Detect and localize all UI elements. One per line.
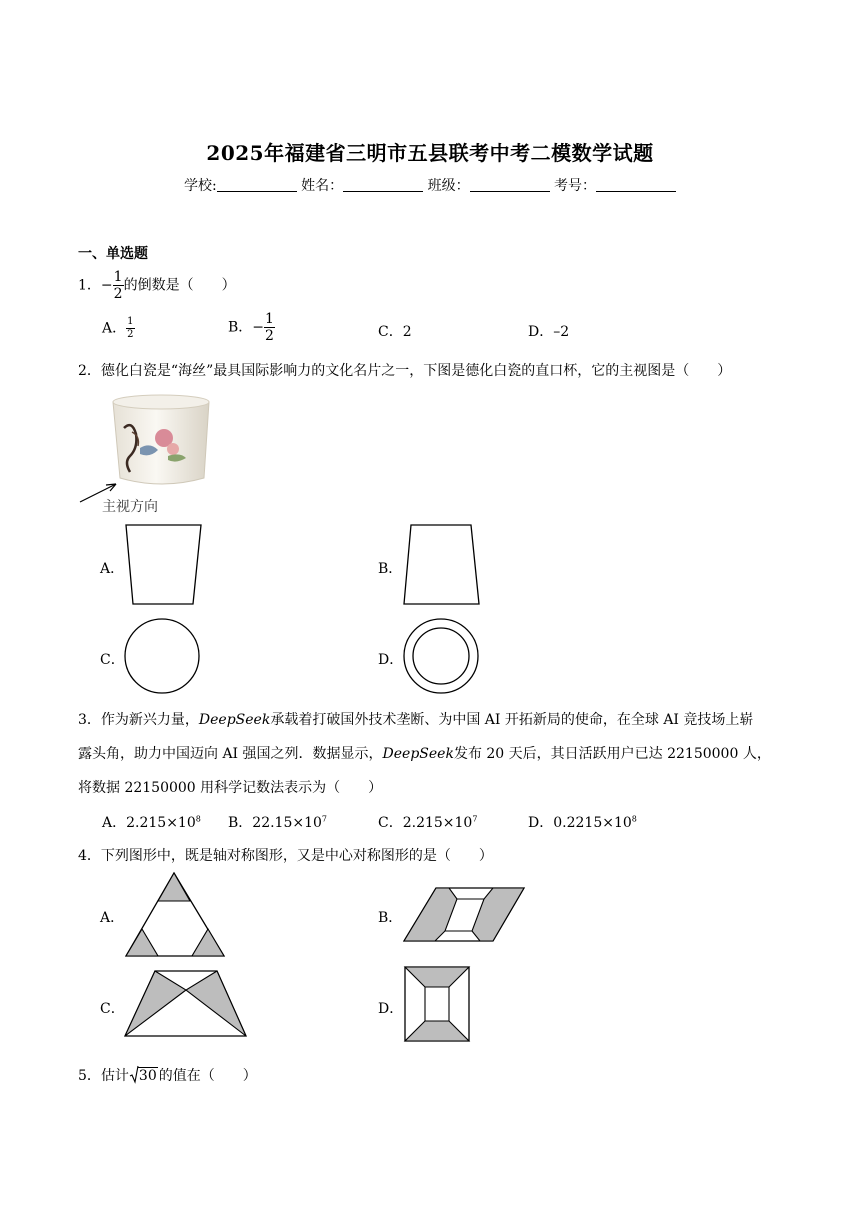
name-label: 姓名：: [301, 178, 344, 194]
fraction: [113, 270, 124, 301]
q1-option-d: D．–2: [528, 324, 570, 340]
student-info-line: [0, 175, 860, 195]
trapezoid-upright-figure: [400, 523, 484, 607]
concentric-circles-figure: [398, 617, 486, 697]
question-3-line-3: 将数据 22150000 用科学记数法表示为（ ）: [78, 780, 383, 796]
parallelogram-figure: [400, 885, 528, 945]
question-text: 5．估计: [78, 1068, 129, 1084]
exam-number-blank: [596, 179, 676, 192]
q4-option-a-label: A．: [100, 910, 125, 926]
question-2: 2．德化白瓷是“海丝”最具国际影响力的文化名片之一，下图是德化白瓷的直口杯，它的主视图是（ ）: [78, 363, 732, 379]
school-blank: [217, 179, 297, 192]
text: 发布 20 天后，其日活跃用户已达 22150000 人，: [453, 746, 771, 762]
option-label: B．: [228, 319, 253, 336]
fraction-denominator: 2: [127, 329, 134, 340]
option-label: B．: [228, 815, 253, 831]
brand-name: DeepSeek: [382, 746, 454, 762]
class-blank: [470, 179, 550, 192]
circle-figure: [122, 617, 206, 697]
text: 承载着打破国外技术垄断、为中国 AI 开拓新局的使命，在全球 AI 竞技场上崭: [270, 712, 754, 728]
class-label: 班级：: [427, 178, 470, 194]
square-shaded-figure: [402, 964, 472, 1044]
question-3-line-2: [78, 743, 771, 763]
q1-option-c: C．2: [378, 324, 412, 340]
brand-name: DeepSeek: [198, 712, 271, 728]
option-base: 22.15×10: [252, 815, 322, 831]
square-root: [129, 1068, 158, 1084]
q3-option-d: [528, 812, 637, 832]
option-base: 0.2215×10: [553, 815, 632, 831]
radicand: 30: [138, 1068, 157, 1084]
q1-option-b: [228, 312, 275, 343]
q4-option-d-label: D．: [378, 1001, 404, 1017]
fraction-denominator: 2: [113, 286, 123, 302]
question-number: 1．: [78, 277, 101, 294]
fraction-numerator: 1: [113, 269, 123, 285]
page-title: 2025年福建省三明市五县联考中考二模数学试题: [206, 141, 654, 165]
q4-option-b-label: B．: [378, 910, 403, 926]
option-label: A．: [102, 320, 127, 337]
q2-option-b-label: B．: [378, 561, 403, 577]
front-view-caption: 主视方向: [102, 499, 158, 515]
option-exponent: 8: [195, 814, 201, 824]
exam-number-label: 考号：: [554, 178, 597, 194]
fraction: [264, 312, 275, 343]
triangle-figure: [122, 870, 228, 960]
option-exponent: 7: [321, 814, 328, 824]
minus-sign: −: [100, 277, 113, 294]
q3-option-c: [378, 812, 477, 832]
q2-option-c-label: C．: [100, 652, 125, 668]
fraction-numerator: 1: [265, 311, 274, 327]
question-3-line-1: [78, 709, 753, 729]
q3-option-b: [228, 812, 327, 832]
school-label: 学校:: [183, 178, 217, 194]
option-exponent: 7: [472, 814, 478, 824]
question-1: [78, 270, 236, 301]
option-exponent: 8: [631, 814, 637, 824]
name-blank: [343, 179, 423, 192]
porcelain-cup-image: [76, 392, 216, 510]
q3-option-a: [102, 812, 201, 832]
option-base: 2.215×10: [126, 815, 196, 831]
option-label: D．: [528, 815, 554, 831]
question-text: 的倒数是（ ）: [123, 277, 236, 294]
question-4: 4．下列图形中，既是轴对称图形，又是中心对称图形的是（ ）: [78, 848, 493, 864]
option-base: 2.215×10: [402, 815, 473, 831]
trapezoid-inverted-figure: [122, 523, 206, 607]
q2-option-a-label: A．: [100, 561, 125, 577]
option-label: A．: [102, 815, 127, 831]
question-5: [78, 1065, 257, 1085]
fraction-denominator: 2: [265, 328, 274, 344]
radical-sign-icon: [129, 1065, 139, 1085]
fraction-numerator: 1: [127, 316, 134, 327]
question-text: 的值在（ ）: [158, 1068, 257, 1084]
trapezoid-shaded-figure: [122, 968, 250, 1040]
q1-option-a: [102, 317, 135, 340]
fraction: [126, 317, 134, 340]
section-heading: 一、单选题: [78, 246, 148, 262]
text: 3．作为新兴力量，: [78, 712, 199, 728]
q2-option-d-label: D．: [378, 652, 404, 668]
q4-option-c-label: C．: [100, 1001, 125, 1017]
minus-sign: −: [252, 319, 265, 336]
text: 露头角，助力中国迈向 AI 强国之列．数据显示，: [78, 746, 383, 762]
option-label: C．: [378, 815, 403, 831]
